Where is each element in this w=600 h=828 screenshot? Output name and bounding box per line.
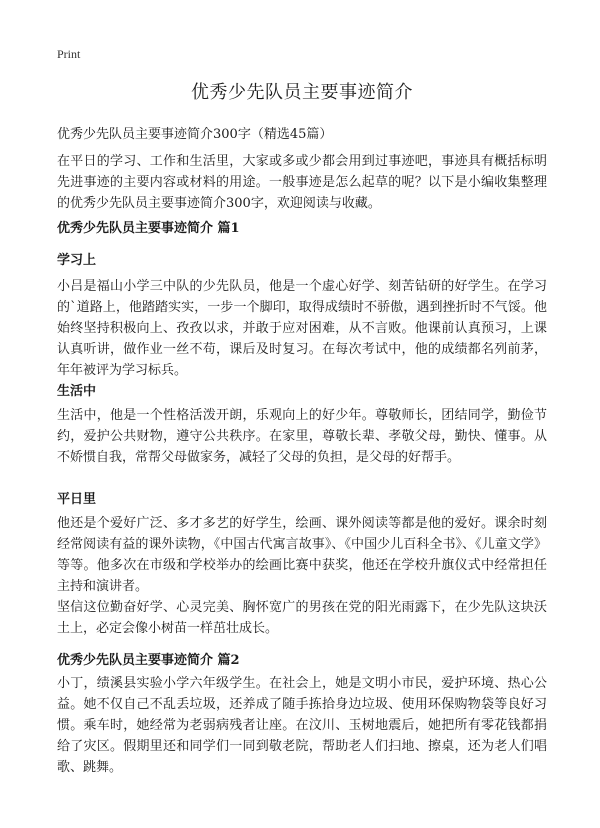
article-2-heading: 优秀少先队员主要事迹简介 篇2 <box>57 653 240 668</box>
article-2-text: 小丁，绩溪县实验小学六年级学生。在社会上，她是文明小市民，爱护环境、热心公益。她不仅自己不乱丢垃圾，还养成了随手拣拾身边垃圾、使用环保购物袋等良好习惯。乘车时，她经常为老弱病残者让座。在汶川、玉树地震后，她把所有零花钱都捐给了灾区。假期里还和同学们一同到敬老院，帮助老人们扫地、擦桌，还为老人们唱歌、跳舞。 <box>57 676 547 775</box>
subtitle: 优秀少先队员主要事迹简介300字（精选45篇） <box>57 127 333 142</box>
section-daily-heading: 平日里 <box>57 492 97 507</box>
print-link[interactable]: Print <box>57 47 81 61</box>
section-study-heading: 学习上 <box>57 253 97 268</box>
intro-paragraph: 在平日的学习、工作和生活里，大家或多或少都会用到过事迹吧，事迹具有概括标明先进事迹的主要内容或材料的用途。一般事迹是怎么起草的呢？以下是小编收集整理的优秀少先队员主要事迹简介300字，欢迎阅读与收藏。 <box>57 154 547 211</box>
article-1-heading: 优秀少先队员主要事迹简介 篇1 <box>57 221 240 236</box>
section-life-heading: 生活中 <box>57 384 97 399</box>
section-daily-closing: 坚信这位勤奋好学、心灵完美、胸怀宽广的男孩在党的阳光雨露下，在少先队这块沃土上，必定会像小树苗一样茁壮成长。 <box>57 600 547 636</box>
section-daily-text: 他还是个爱好广泛、多才多艺的好学生，绘画、课外阅读等都是他的爱好。课余时刻经常阅读有益的课外读物，《中国古代寓言故事》、《中国少儿百科全书》、《儿童文学》等等。他多次在市级和学校举办的绘画比赛中获奖，他还在学校升旗仪式中经常担任主持和演讲者。 <box>57 516 547 594</box>
page-title: 优秀少先队员主要事迹简介 <box>191 82 413 103</box>
section-life-text: 生活中，他是一个性格活泼开朗，乐观向上的好少年。尊敬师长，团结同学，勤俭节约，爱护公共财物，遵守公共秩序。在家里，尊敬长辈、孝敬父母，勤快、懂事。从不娇惯自我，常帮父母做家务，减轻了父母的负担，是父母的好帮手。 <box>57 408 547 465</box>
section-study-text: 小吕是福山小学三中队的少先队员，他是一个虚心好学、刻苦钻研的好学生。在学习的`道路上，他踏踏实实，一步一个脚印，取得成绩时不骄傲，遇到挫折时不气馁。他始终坚持积极向上、孜孜以求，并敢于应对困难，从不言败。他课前认真预习，上课认真听讲，做作业一丝不苟，课后及时复习。在每次考试中，他的成绩都名列前茅，年年被评为学习标兵。 <box>57 279 547 378</box>
